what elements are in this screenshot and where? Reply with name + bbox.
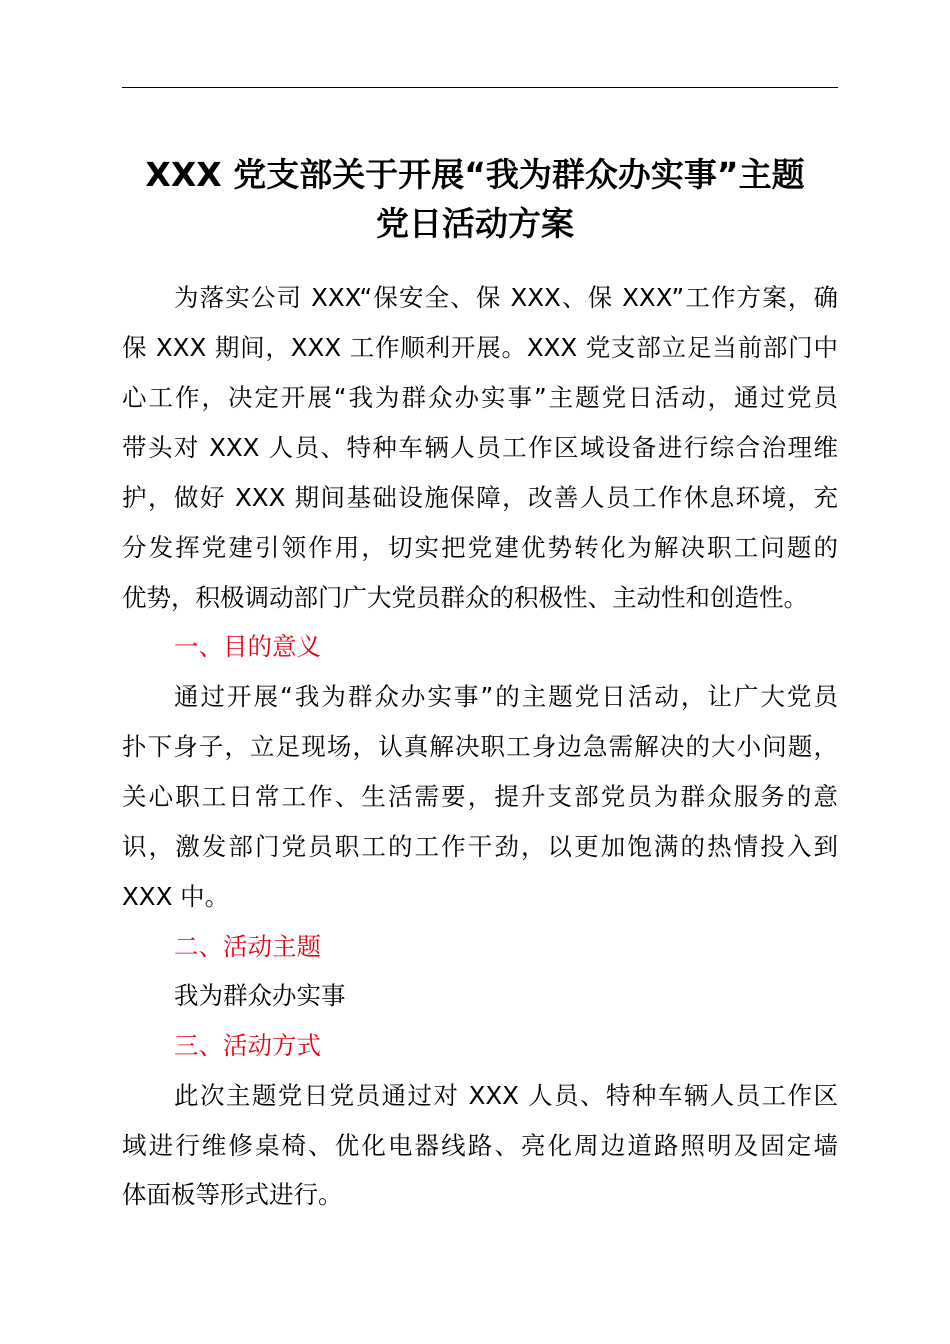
intro-line: 保 XXX 期间，XXX 工作顺利开展。XXX 党支部立足当前部门中 (122, 333, 838, 362)
intro-line: 心工作，决定开展“我为群众办实事”主题党日活动，通过党员 (122, 383, 838, 412)
intro-line: 为落实公司 XXX“保安全、保 XXX、保 XXX”工作方案，确 (174, 283, 838, 312)
intro-line: 带头对 XXX 人员、特种车辆人员工作区域设备进行综合治理维 (122, 433, 838, 462)
section-line: 关心职工日常工作、生活需要，提升支部党员为群众服务的意 (122, 782, 838, 811)
section-line: XXX 中。 (122, 882, 230, 911)
document-title-line-1: XXX 党支部关于开展“我为群众办实事”主题 (145, 155, 805, 194)
header-rule (122, 87, 838, 88)
document-title-line-2: 党日活动方案 (376, 204, 574, 243)
section-heading-purpose: 一、目的意义 (174, 632, 321, 661)
section-heading-theme: 二、活动主题 (174, 932, 321, 961)
intro-line: 护，做好 XXX 期间基础设施保障，改善人员工作休息环境，充 (122, 483, 838, 512)
intro-line: 分发挥党建引领作用，切实把党建优势转化为解决职工问题的 (122, 533, 838, 562)
section-line: 此次主题党日党员通过对 XXX 人员、特种车辆人员工作区 (174, 1081, 838, 1110)
section-line: 我为群众办实事 (174, 981, 346, 1010)
section-line: 体面板等形式进行。 (122, 1180, 343, 1209)
intro-line: 优势，积极调动部门广大党员群众的积极性、主动性和创造性。 (122, 583, 808, 612)
section-line: 扑下身子，立足现场，认真解决职工身边急需解决的大小问题， (122, 732, 838, 761)
section-heading-method: 三、活动方式 (174, 1031, 321, 1060)
section-line: 通过开展“我为群众办实事”的主题党日活动，让广大党员 (174, 682, 838, 711)
section-line: 域进行维修桌椅、优化电器线路、亮化周边道路照明及固定墙 (122, 1131, 838, 1160)
section-line: 识，激发部门党员职工的工作干劲，以更加饱满的热情投入到 (122, 832, 838, 861)
